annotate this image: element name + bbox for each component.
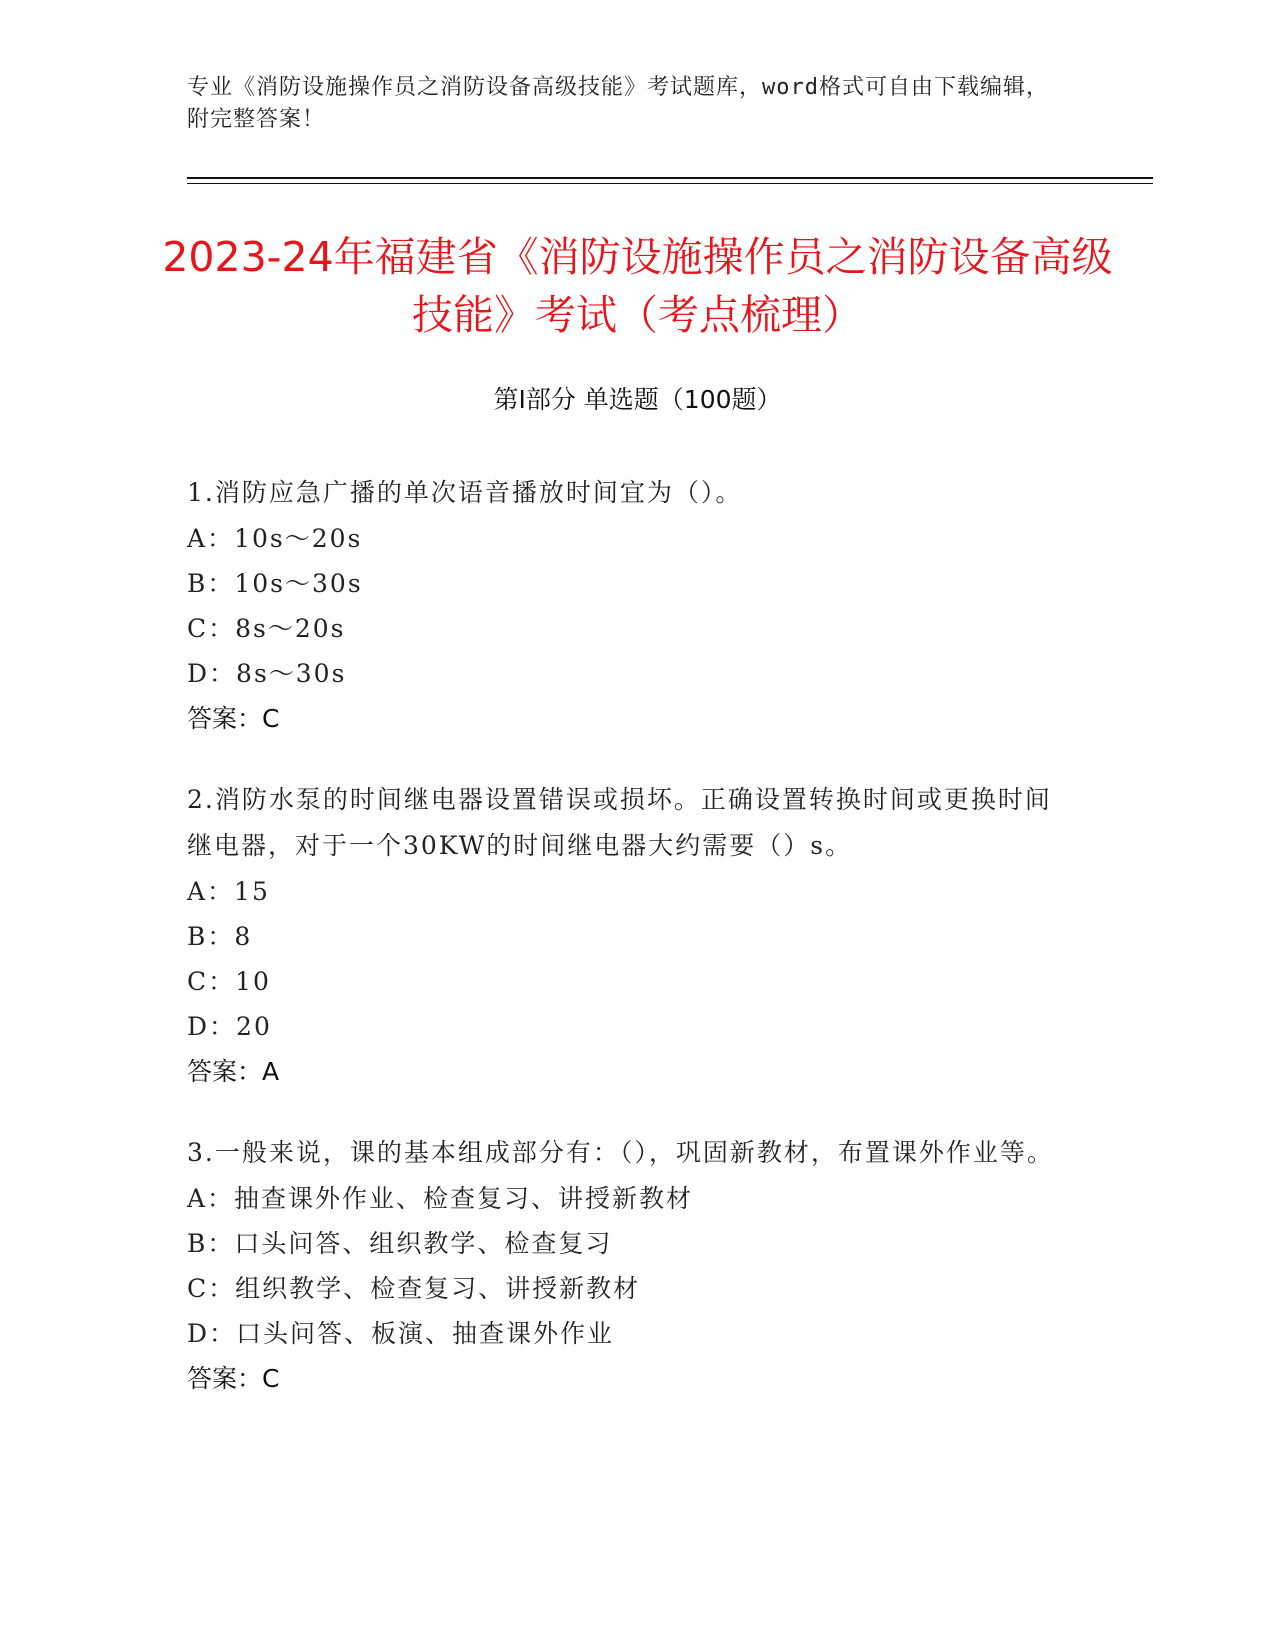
option-b: B：10s～30s (187, 569, 363, 598)
question-stem: 1.消防应急广播的单次语音播放时间宜为（）。 (187, 478, 743, 507)
question-stem: 3.一般来说，课的基本组成部分有：（），巩固新教材，布置课外作业等。 (187, 1138, 1054, 1167)
question-list (187, 470, 1067, 1437)
option-c: C：组织教学、检查复习、讲授新教材 (187, 1274, 641, 1303)
option-c: C：8s～20s (187, 614, 346, 643)
option-d: D：口头问答、板演、抽查课外作业 (187, 1319, 615, 1348)
option-b: B：口头问答、组织教学、检查复习 (187, 1229, 613, 1258)
section-title: 第Ⅰ部分 单选题（100题） (493, 385, 782, 414)
question-2 (187, 777, 1067, 1095)
question-stem: 2.消防水泵的时间继电器设置错误或损坏。正确设置转换时间或更换时间继电器，对于一个30KW的时间继电器大约需要（）s。 (187, 785, 1052, 860)
option-c: C：10 (187, 967, 271, 996)
option-b: B：8 (187, 922, 253, 951)
option-a: A：15 (187, 877, 270, 906)
answer: 答案：C (187, 1364, 280, 1393)
answer: 答案：A (187, 1057, 280, 1086)
answer: 答案：C (187, 704, 280, 733)
option-a: A：抽查课外作业、检查复习、讲授新教材 (187, 1184, 694, 1213)
question-3 (187, 1130, 1067, 1402)
header-note: 专业《消防设施操作员之消防设备高级技能》考试题库，word格式可自由下载编辑，附完整答案！ (187, 75, 1049, 132)
header-rule-thin (187, 183, 1153, 184)
option-a: A：10s～20s (187, 524, 363, 553)
option-d: D：8s～30s (187, 659, 347, 688)
question-1 (187, 470, 1067, 742)
header-rule-thick (187, 177, 1153, 179)
document-title: 2023-24年福建省《消防设施操作员之消防设备高级技能》考试（考点梳理） (162, 233, 1113, 339)
option-d: D：20 (187, 1012, 272, 1041)
